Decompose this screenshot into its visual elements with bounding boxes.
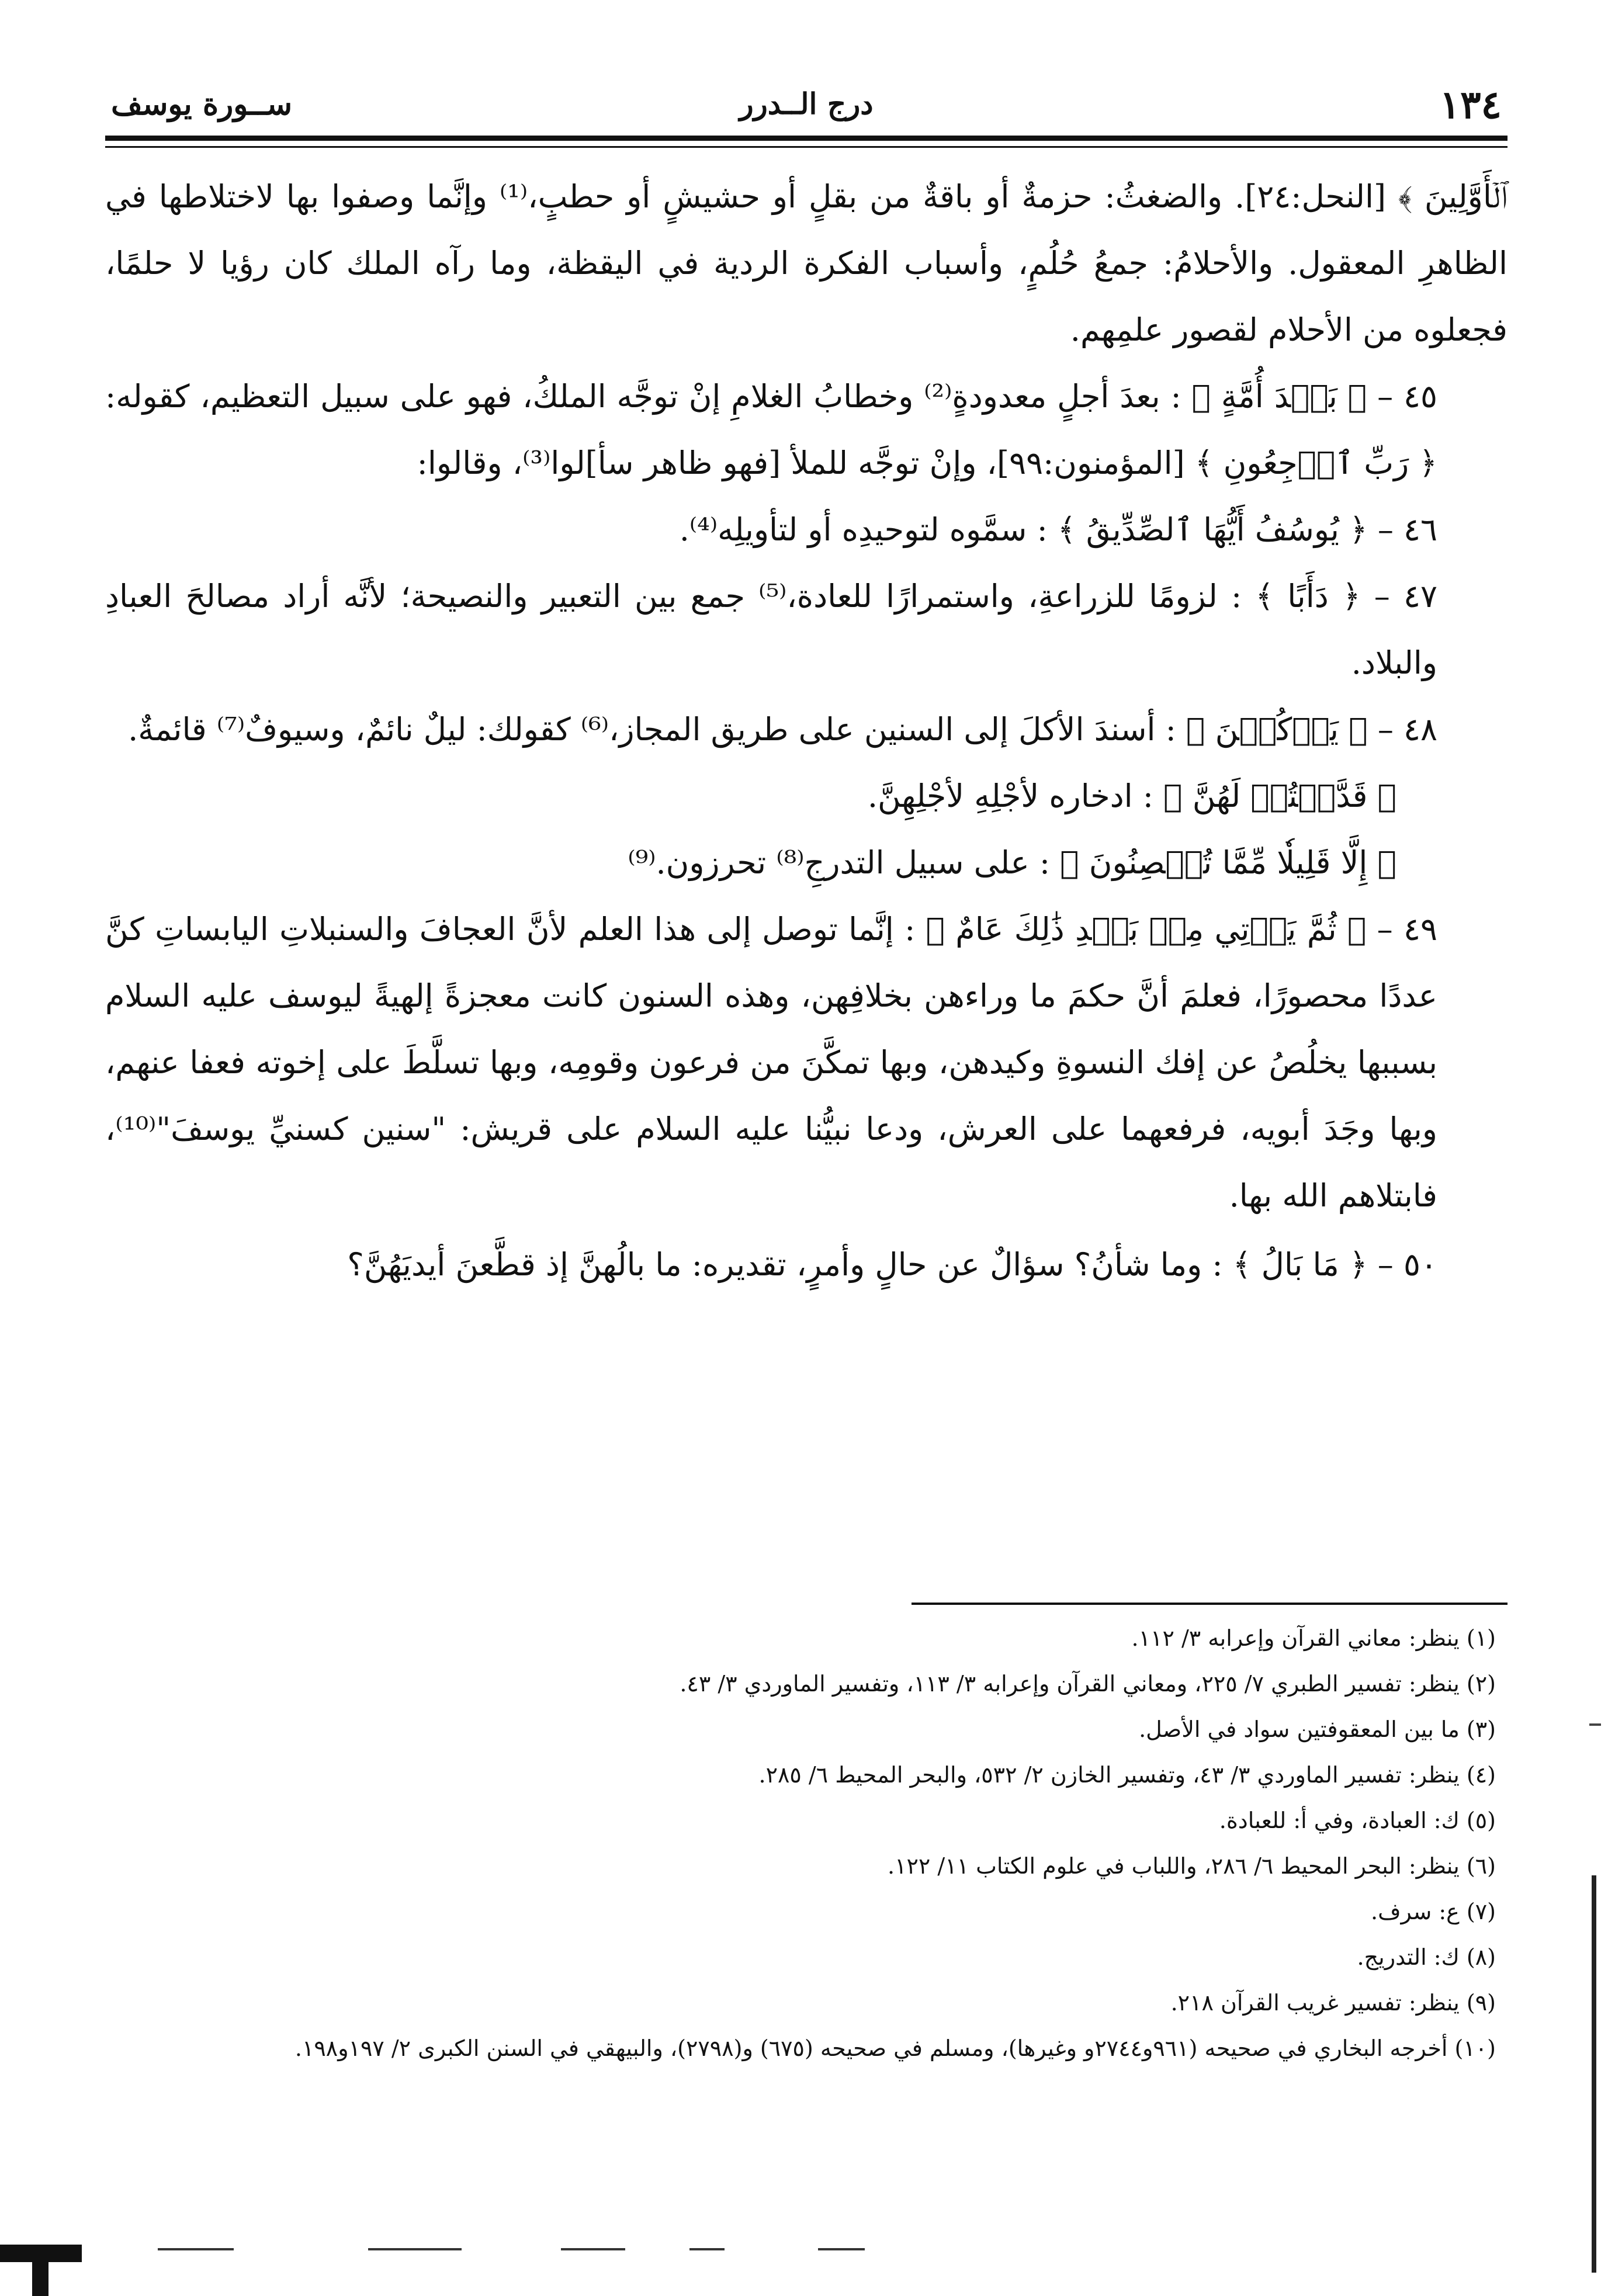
scan-artifact: [818, 2248, 865, 2250]
footnote: (٩) ينظر: تفسير غريب القرآن ٢١٨.: [1170, 1990, 1496, 2016]
footnote: (٧) ع: سرف.: [1371, 1899, 1496, 1924]
book-title: درج الــدرر: [739, 86, 874, 121]
footnote-separator: [912, 1603, 1508, 1605]
page-number: ١٣٤: [1439, 82, 1502, 127]
page-header: [111, 82, 1502, 129]
footnotes: [105, 1615, 1508, 2071]
main-text: [105, 164, 1508, 1298]
scan-artifact: [561, 2248, 625, 2250]
paragraph-verse-46: ٤٦ – ﴿ يُوسُفُ أَيُّهَا ٱلصِّدِّيقُ ﴾ : سمَّوه لتوحيدِه أو لتأويلِه⁽⁴⁾.: [679, 511, 1437, 548]
paragraph: ﭐلۡأَوَّلِينَ ﴾ [النحل:٢٤]. والضغثُ: حزمةٌ أو باقةٌ من بقلٍ أو حشيشٍ أو حطبٍ،⁽¹⁾ وإنَّما وصفوا بها لاختلاطها في الظاهرِ المعقول. والأحلامُ: جمعُ حُلُمٍ، وأسباب الفكرة الردية في اليقظة، وما رآه الملك كان رؤيا لا حلمًا، فجعلوه من الأحلام لقصور علمِهم.: [105, 178, 1508, 348]
surah-title: ســورة يوسف: [111, 86, 293, 122]
footnote: (١) ينظر: معاني القرآن وإعرابه ٣/ ١١٢.: [1131, 1625, 1496, 1651]
footnote: (٤) ينظر: تفسير الماوردي ٣/ ٤٣، وتفسير الخازن ٢/ ٥٣٢، والبحر المحيط ٦/ ٢٨٥.: [758, 1762, 1496, 1788]
header-rule-thick: [105, 136, 1508, 141]
scan-artifact: [689, 2248, 725, 2250]
paragraph-verse-48: ٤٨ – ﴿ يَأۡكُلۡنَ ﴾ : أسندَ الأكلَ إلى السنين على طريق المجاز،⁽⁶⁾ كقولك: ليلٌ نائمٌ، وسيوفٌ⁽⁷⁾ قائمةٌ.: [128, 711, 1437, 748]
scan-corner-mark: [32, 2245, 48, 2296]
paragraph-verse-47: ٤٧ – ﴿ دَأَبًا ﴾ : لزومًا للزراعةِ، واستمرارًا للعادة،⁽⁵⁾ جمع بين التعبير والنصيحة؛ لأنَّه أراد مصالحَ العبادِ والبلاد.: [105, 578, 1437, 681]
footnote: (٢) ينظر: تفسير الطبري ٧/ ٢٢٥، ومعاني القرآن وإعرابه ٣/ ١١٣، وتفسير الماوردي ٣/ ٤٣.: [680, 1671, 1496, 1697]
paragraph-verse-50: ٥٠ – ﴿ مَا بَالُ ﴾ : وما شأنُ؟ سؤالٌ عن حالٍ وأمرٍ، تقديره: ما بالُهنَّ إذ قطَّعنَ أيديَهُنَّ؟: [347, 1246, 1437, 1283]
paragraph-verse-49: ٤٩ – ﴿ ثُمَّ يَأۡتِي مِنۢ بَعۡدِ ذَٰلِكَ عَامٌ ﴾ : إنَّما توصل إلى هذا العلم لأنَّ العجافَ والسنبلاتِ اليابساتِ كنَّ عددًا محصورًا، فعلمَ أنَّ حكمَ ما وراءهن بخلافِهن، وهذه السنون كانت معجزةً إلهيةً ليوسف عليه السلام بسببها يخلُصُ عن إفك النسوةِ وكيدهن، وبها تمكَّنَ من فرعون وقومِه، وبها تسلَّطَ على إخوته فعفا عنهم، وبها وجَدَ أبويه، فرفعهما على العرش، ودعا نبيُّنا عليه السلام على قريش: "سنين كسنيِّ يوسفَ"⁽¹⁰⁾، فابتلاهم الله بها.: [105, 911, 1437, 1214]
paragraph-verse-45: ٤٥ – ﴿ بَعۡدَ أُمَّةٍ ﴾ : بعدَ أجلٍ معدودةٍ⁽²⁾ وخطابُ الغلامِ إنْ توجَّه الملكُ، فهو على سبيل التعظيم، كقوله: ﴿ رَبِّ ٱرۡجِعُونِ ﴾ [المؤمنون:٩٩]، وإنْ توجَّه للملأ [فهو ظاهر سأ]لوا⁽³⁾، وقالوا:: [105, 378, 1437, 481]
scan-artifact: [368, 2248, 462, 2250]
header-rule-thin: [105, 146, 1508, 148]
footnote: (٨) ك: التدريج.: [1357, 1944, 1496, 1970]
scan-edge: [1592, 1875, 1596, 2273]
footnote: (٥) ك: العبادة، وفي أ: للعبادة.: [1219, 1808, 1496, 1833]
scan-artifact: [158, 2248, 234, 2250]
paragraph-quote-2: ﴿ إِلَّا قَلِيلٗا مِّمَّا تُحۡصِنُونَ ﴾ : على سبيل التدرجِ⁽⁸⁾ تحرزون.⁽⁹⁾: [628, 844, 1396, 881]
footnote: (٣) ما بين المعقوفتين سواد في الأصل.: [1139, 1716, 1496, 1742]
paragraph-quote-1: ﴿ قَدَّمۡتُمۡ لَهُنَّ ﴾ : ادخاره لأجْلِهِ لأجْلِهِنَّ.: [867, 778, 1396, 814]
scan-artifact: [1589, 1723, 1601, 1726]
footnote: (٦) ينظر: البحر المحيط ٦/ ٢٨٦، واللباب في علوم الكتاب ١١/ ١٢٢.: [888, 1853, 1496, 1879]
footnote: (١٠) أخرجه البخاري في صحيحه (٩٦١و٢٧٤٤و وغيرها)، ومسلم في صحيحه (٦٧٥) و(٢٧٩٨)، والبيهقي في السنن الكبرى ٢/ ١٩٧و١٩٨.: [294, 2035, 1496, 2061]
